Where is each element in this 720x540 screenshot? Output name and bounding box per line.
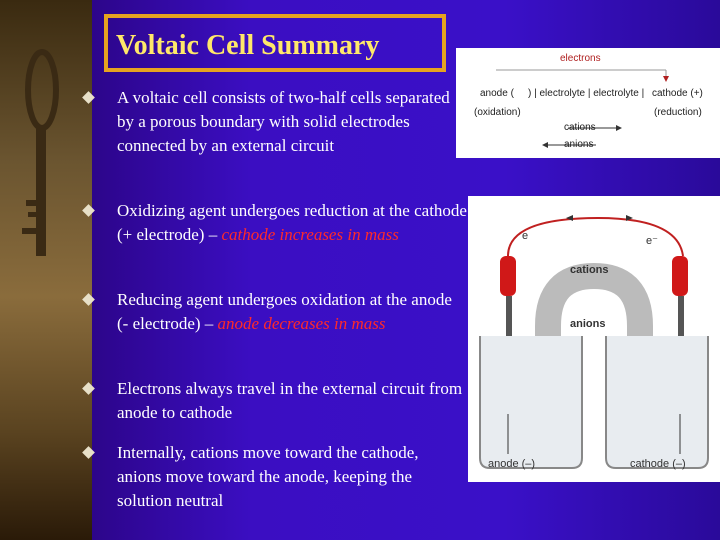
cell-notation-diagram: [456, 48, 720, 158]
antique-key-image: [0, 0, 100, 540]
bullet-highlight: anode decreases in mass: [217, 314, 386, 333]
anions-label: anions: [564, 139, 594, 150]
bullet-text: [117, 86, 467, 158]
bullet-text-main: Internally, cations move toward the cathode, anions move toward the anode, keeping the solution neutral: [117, 443, 419, 510]
anode-label: anode (–): [488, 458, 536, 470]
bullet-text-main: Oxidizing agent undergoes reduction at the cathode (+ electrode) –: [117, 201, 467, 244]
oxidation-label: (oxidation): [474, 107, 521, 118]
cathode-notation: cathode (+): [652, 88, 703, 99]
slide-title: Voltaic Cell Summary: [116, 30, 380, 61]
bullet-text: [117, 441, 467, 513]
electron-right-label: e⁻: [646, 235, 658, 247]
anions-arc-label: anions: [570, 318, 606, 330]
anode-notation: anode (: [480, 88, 514, 99]
cations-label: cations: [564, 122, 596, 133]
bullet-highlight: cathode increases in mass: [221, 225, 399, 244]
electrolyte-notation: ) | electrolyte | electrolyte |: [528, 88, 645, 99]
bullet-text-main: A voltaic cell consists of two-half cells separated by a porous boundary with solid electrodes connected by an external circuit: [117, 88, 450, 155]
reduction-label: (reduction): [654, 107, 702, 118]
bullet-text: [117, 288, 467, 336]
electrons-label: electrons: [560, 53, 601, 64]
electron-left-label: e: [522, 230, 529, 242]
cathode-label: cathode (–): [630, 458, 686, 470]
bullet-text: [117, 199, 467, 247]
bullet-text: [117, 377, 467, 425]
voltaic-cell-illustration: [468, 196, 720, 482]
cations-arc-label: cations: [570, 264, 609, 276]
bullet-text-main: Reducing agent undergoes oxidation at the anode (- electrode) –: [117, 290, 452, 333]
voltaic-cell-drawing: [468, 196, 720, 482]
bullet-text-main: Electrons always travel in the external circuit from anode to cathode: [117, 379, 463, 422]
